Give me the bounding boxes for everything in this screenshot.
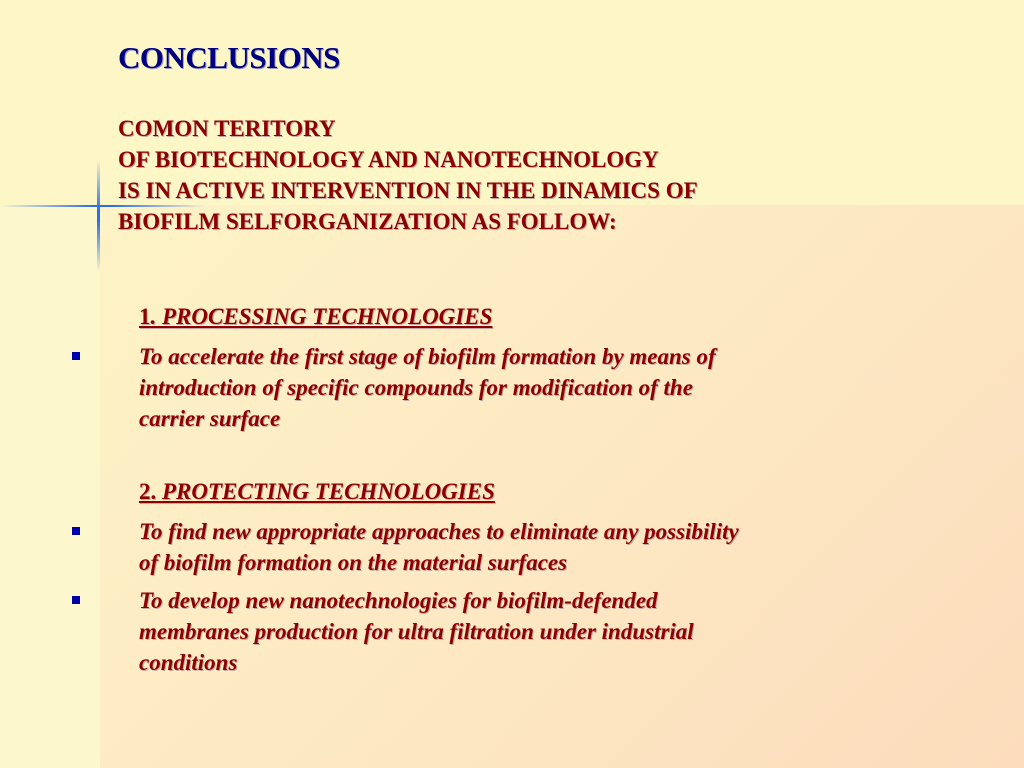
subtitle-line: BIOFILM SELFORGANIZATION AS FOLLOW:	[118, 209, 617, 234]
subtitle-line: OF BIOTECHNOLOGY AND NANOTECHNOLOGY	[118, 147, 659, 172]
section-heading-processing	[139, 304, 492, 330]
subtitle-line: IS IN ACTIVE INTERVENTION IN THE DINAMICS OF	[118, 178, 698, 203]
decorative-vertical-line	[97, 160, 100, 272]
bullet-line: To find new appropriate approaches to eliminate any possibility	[139, 519, 739, 544]
bullet-line: membranes production for ultra filtration under industrial	[139, 619, 694, 644]
section-number: 1	[139, 304, 151, 329]
bullet-text	[139, 341, 889, 434]
slide-title: CONCLUSIONS	[118, 40, 340, 75]
bullet-square-icon	[72, 596, 80, 604]
section-heading-text: . PROCESSING TECHNOLOGIES	[150, 304, 493, 329]
section-heading-protecting	[139, 479, 495, 505]
bullet-line: carrier surface	[139, 406, 281, 431]
slide-subtitle	[118, 113, 878, 237]
subtitle-line: COMON TERITORY	[118, 116, 336, 141]
bullet-line: introduction of specific compounds for modification of the	[139, 375, 693, 400]
bullet-line: To accelerate the first stage of biofilm formation by means of	[139, 344, 716, 369]
bullet-square-icon	[72, 352, 80, 360]
bullet-line: of biofilm formation on the material surfaces	[139, 550, 568, 575]
section-heading-text: PROTECTING TECHNOLOGIES	[156, 479, 495, 504]
bullet-square-icon	[72, 527, 80, 535]
bullet-text	[139, 585, 889, 678]
bullet-line: To develop new nanotechnologies for biofilm-defended	[139, 588, 658, 613]
bullet-text	[139, 516, 889, 578]
section-number: 2.	[139, 479, 157, 504]
bullet-line: conditions	[139, 650, 238, 675]
